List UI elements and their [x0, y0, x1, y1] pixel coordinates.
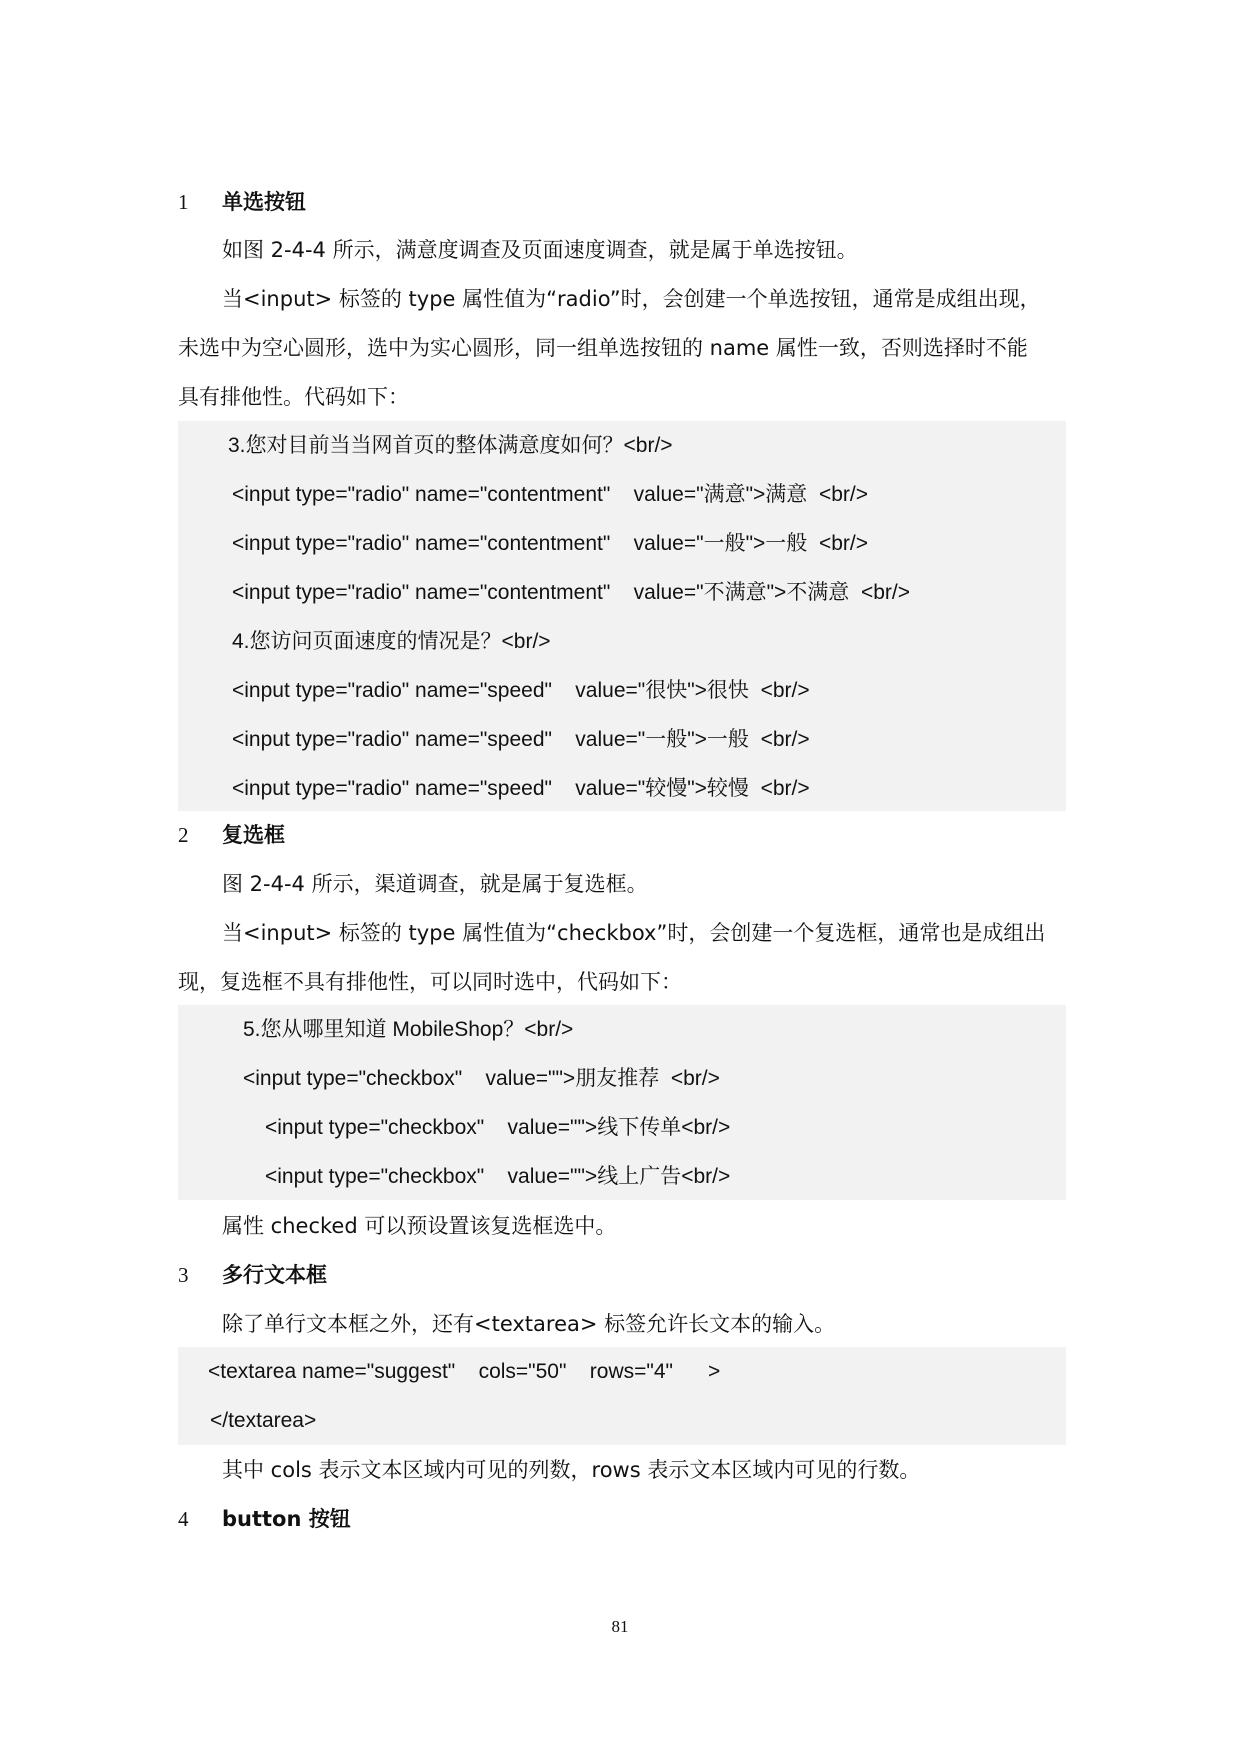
section-heading-textarea: [178, 1260, 327, 1290]
code-line: <input type="radio" name="contentment" value="不满意">不满意 <br/>: [232, 581, 910, 604]
section-number: 1: [178, 190, 189, 214]
code-line: 3.您对目前当当网首页的整体满意度如何？<br/>: [228, 434, 673, 457]
code-line: <input type="radio" name="speed" value="很快">很快 <br/>: [232, 679, 810, 702]
section-title: 单选按钮: [222, 190, 306, 214]
paragraph: 其中 cols 表示文本区域内可见的列数，rows 表示文本区域内可见的行数。: [222, 1458, 921, 1482]
section-number: 2: [178, 823, 189, 847]
paragraph: 除了单行文本框之外，还有<textarea> 标签允许长文本的输入。: [222, 1312, 836, 1336]
code-line: <input type="radio" name="speed" value="一般">一般 <br/>: [232, 728, 810, 751]
code-line: <input type="radio" name="contentment" value="一般">一般 <br/>: [232, 532, 868, 555]
paragraph: 未选中为空心圆形，选中为实心圆形，同一组单选按钮的 name 属性一致，否则选择时不能: [178, 336, 1028, 360]
paragraph: 具有排他性。代码如下：: [178, 385, 409, 409]
code-line: </textarea>: [210, 1409, 317, 1432]
code-line: <input type="radio" name="speed" value="较慢">较慢 <br/>: [232, 777, 810, 800]
paragraph: 图 2-4-4 所示，渠道调查，就是属于复选框。: [222, 872, 648, 896]
section-number: 4: [178, 1507, 189, 1531]
paragraph: 现，复选框不具有排他性，可以同时选中，代码如下：: [178, 970, 682, 994]
paragraph: 属性 checked 可以预设置该复选框选中。: [222, 1214, 617, 1238]
paragraph: 当<input> 标签的 type 属性值为“radio”时，会创建一个单选按钮，通常是成组出现，: [222, 287, 1041, 311]
code-line: 4.您访问页面速度的情况是？<br/>: [232, 630, 551, 653]
code-block-radio: [178, 421, 1066, 811]
section-title: button 按钮: [222, 1507, 351, 1531]
code-line: <textarea name="suggest" cols="50" rows="4" >: [208, 1360, 721, 1383]
paragraph: 当<input> 标签的 type 属性值为“checkbox”时，会创建一个复选框，通常也是成组出: [222, 921, 1046, 945]
section-number: 3: [178, 1263, 189, 1287]
code-line: <input type="checkbox" value="">朋友推荐 <br/>: [243, 1067, 720, 1090]
code-line: <input type="checkbox" value="">线上广告<br/>: [265, 1165, 731, 1188]
page-number: 81: [611, 1617, 629, 1636]
section-heading-checkbox: [178, 820, 285, 850]
code-line: <input type="checkbox" value="">线下传单<br/>: [265, 1116, 731, 1139]
section-heading-button: [178, 1504, 351, 1534]
code-block-textarea: [178, 1347, 1066, 1445]
paragraph: 如图 2-4-4 所示，满意度调查及页面速度调查，就是属于单选按钮。: [222, 238, 858, 262]
section-heading-radio: [178, 187, 306, 217]
section-title: 复选框: [222, 823, 285, 847]
code-line: 5.您从哪里知道 MobileShop？<br/>: [243, 1018, 574, 1041]
code-block-checkbox: [178, 1005, 1066, 1200]
section-title: 多行文本框: [222, 1263, 327, 1287]
code-line: <input type="radio" name="contentment" value="满意">满意 <br/>: [232, 483, 868, 506]
